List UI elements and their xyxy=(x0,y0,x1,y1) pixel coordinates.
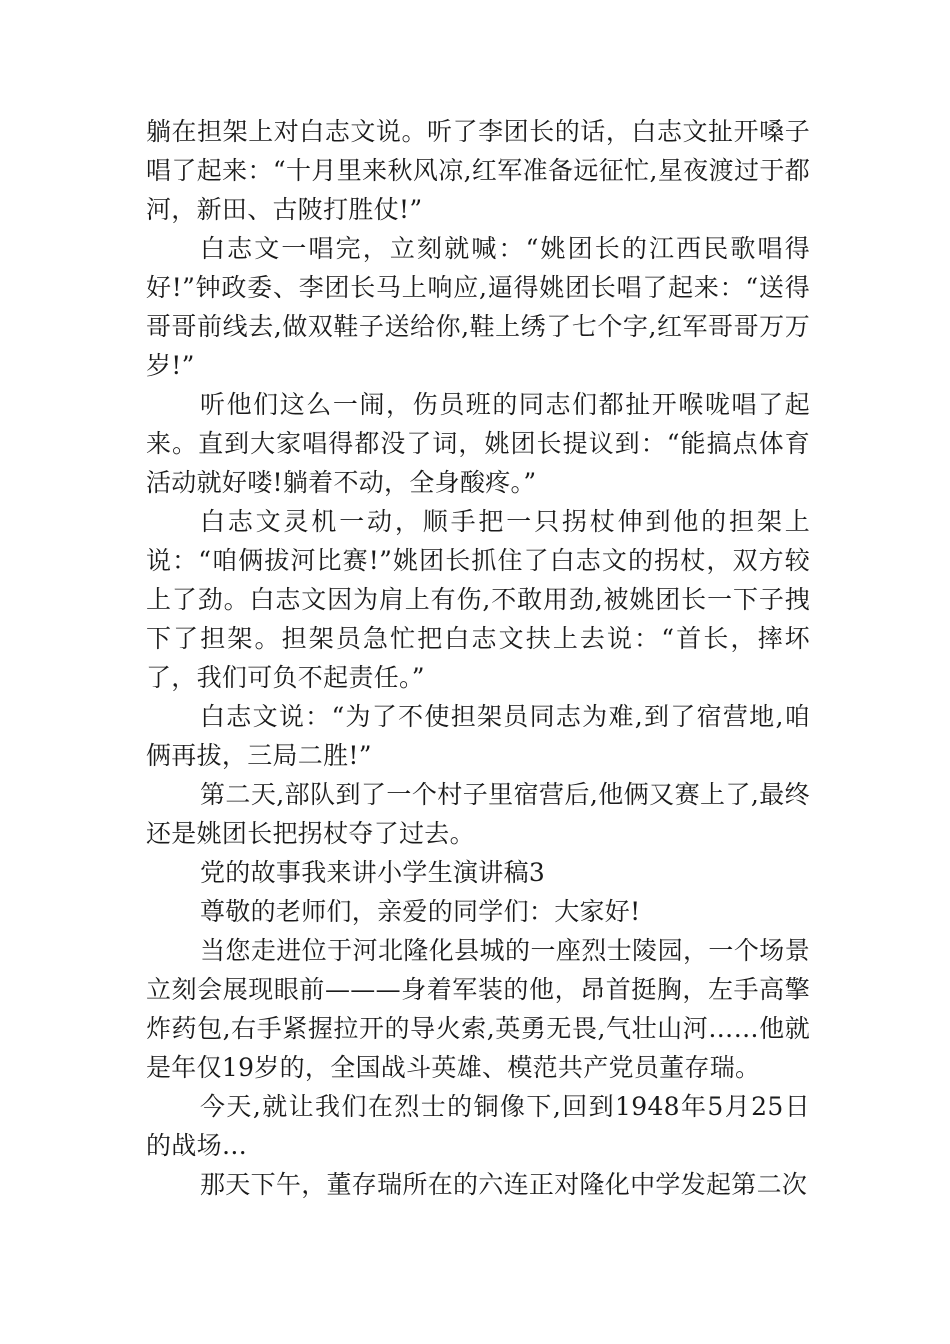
paragraph: 那天下午，董存瑞所在的六连正对隆化中学发起第二次 xyxy=(200,1170,808,1199)
document-page xyxy=(146,112,810,1204)
greeting: 尊敬的老师们，亲爱的同学们：大家好! xyxy=(200,897,641,926)
paragraph: 第二天,部队到了一个村子里宿营后,他俩又赛上了,最终还是姚团长把拐杖夺了过去。 xyxy=(146,780,810,848)
paragraph: 白志文说：“为了不使担架员同志为难,到了宿营地,咱俩再拔，三局二胜!” xyxy=(146,702,810,770)
section-title: 党的故事我来讲小学生演讲稿3 xyxy=(200,858,546,887)
paragraph: 当您走进位于河北隆化县城的一座烈士陵园，一个场景立刻会展现眼前———身着军装的他，昂首挺胸，左手高擎炸药包,右手紧握拉开的导火索,英勇无畏,气壮山河……他就是年仅19岁的，全国战斗英雄、模范共产党员董存瑞。 xyxy=(146,936,810,1082)
paragraph: 今天,就让我们在烈士的铜像下,回到1948年5月25日的战场… xyxy=(146,1092,810,1160)
paragraph: 白志文灵机一动，顺手把一只拐杖伸到他的担架上说：“咱俩拔河比赛!”姚团长抓住了白志文的拐杖，双方较上了劲。白志文因为肩上有伤,不敢用劲,被姚团长一下子拽下了担架。担架员急忙把白志文扶上去说：“首长，摔坏了，我们可负不起责任。” xyxy=(146,507,810,692)
paragraph-continuation: 躺在担架上对白志文说。听了李团长的话，白志文扯开嗓子唱了起来：“十月里来秋风凉,红军准备远征忙,星夜渡过于都河，新田、古陂打胜仗!” xyxy=(146,117,810,224)
paragraph: 听他们这么一闹，伤员班的同志们都扯开喉咙唱了起来。直到大家唱得都没了词，姚团长提议到：“能搞点体育活动就好喽!躺着不动，全身酸疼。” xyxy=(146,390,810,497)
paragraph: 白志文一唱完，立刻就喊：“姚团长的江西民歌唱得好!”钟政委、李团长马上响应,逼得姚团长唱了起来：“送得哥哥前线去,做双鞋子送给你,鞋上绣了七个字,红军哥哥万万岁!” xyxy=(146,234,810,380)
